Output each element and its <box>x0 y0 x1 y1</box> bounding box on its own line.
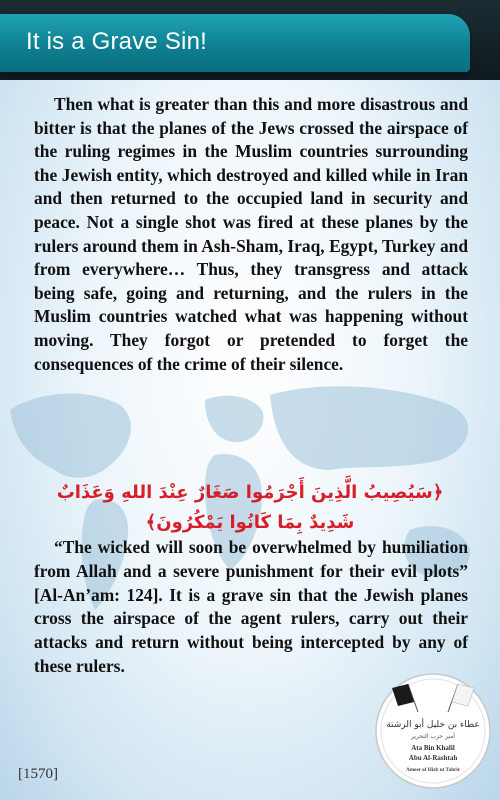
page-title: It is a Grave Sin! <box>26 28 207 55</box>
emblem-line-1: Ata Bin Khalil <box>411 744 455 752</box>
emblem-line-3: Ameer of Hizb ut Tahrir <box>405 767 461 773</box>
quran-verse: ﴿سَيُصِيبُ الَّذِينَ أَجْرَمُوا صَغَارٌ عِنْدَ اللهِ وَعَذَابٌ شَدِيدٌ بِمَا كَانُوا يَمْكُرُونَ﴾ <box>56 482 444 533</box>
header-bar <box>0 0 500 80</box>
page-number: [1570] <box>18 766 58 782</box>
emblem-arabic-title: أمير حزب التحرير <box>411 733 455 740</box>
emblem-arabic-name: عطاء بن خليل أبو الرشتة <box>386 720 480 730</box>
article-paragraph-1: Then what is greater than this and more disastrous and bitter is that the planes of the Jews crossed the airspace of the ruling regimes in the Muslim countries surrounding the Jewish entity, which destroyed and killed while in Iran and then returned to the occupied land in security and peace. Not a single shot was fired at these planes by the rulers around them in Ash-Sham, Iraq, Egypt, Turkey and from everywhere… Thus, they transgress and attack being safe, going and returning, and the rulers in the Muslim countries watched what was happening without moving. They forgot or pretended to forget the consequences of the crime of their silence. <box>34 94 468 374</box>
ameer-emblem-seal <box>374 672 492 790</box>
emblem-line-2: Abu Al-Rashtah <box>408 754 458 762</box>
article-paragraph-2: “The wicked will soon be overwhelmed by humiliation from Allah and a severe punishment for their evil plots” [Al-An’am: 124]. It is a grave sin that the Jewish planes cross the airspace of the agent rulers, carry out their attacks and return without being intercepted by any of these rulers. <box>34 537 468 676</box>
